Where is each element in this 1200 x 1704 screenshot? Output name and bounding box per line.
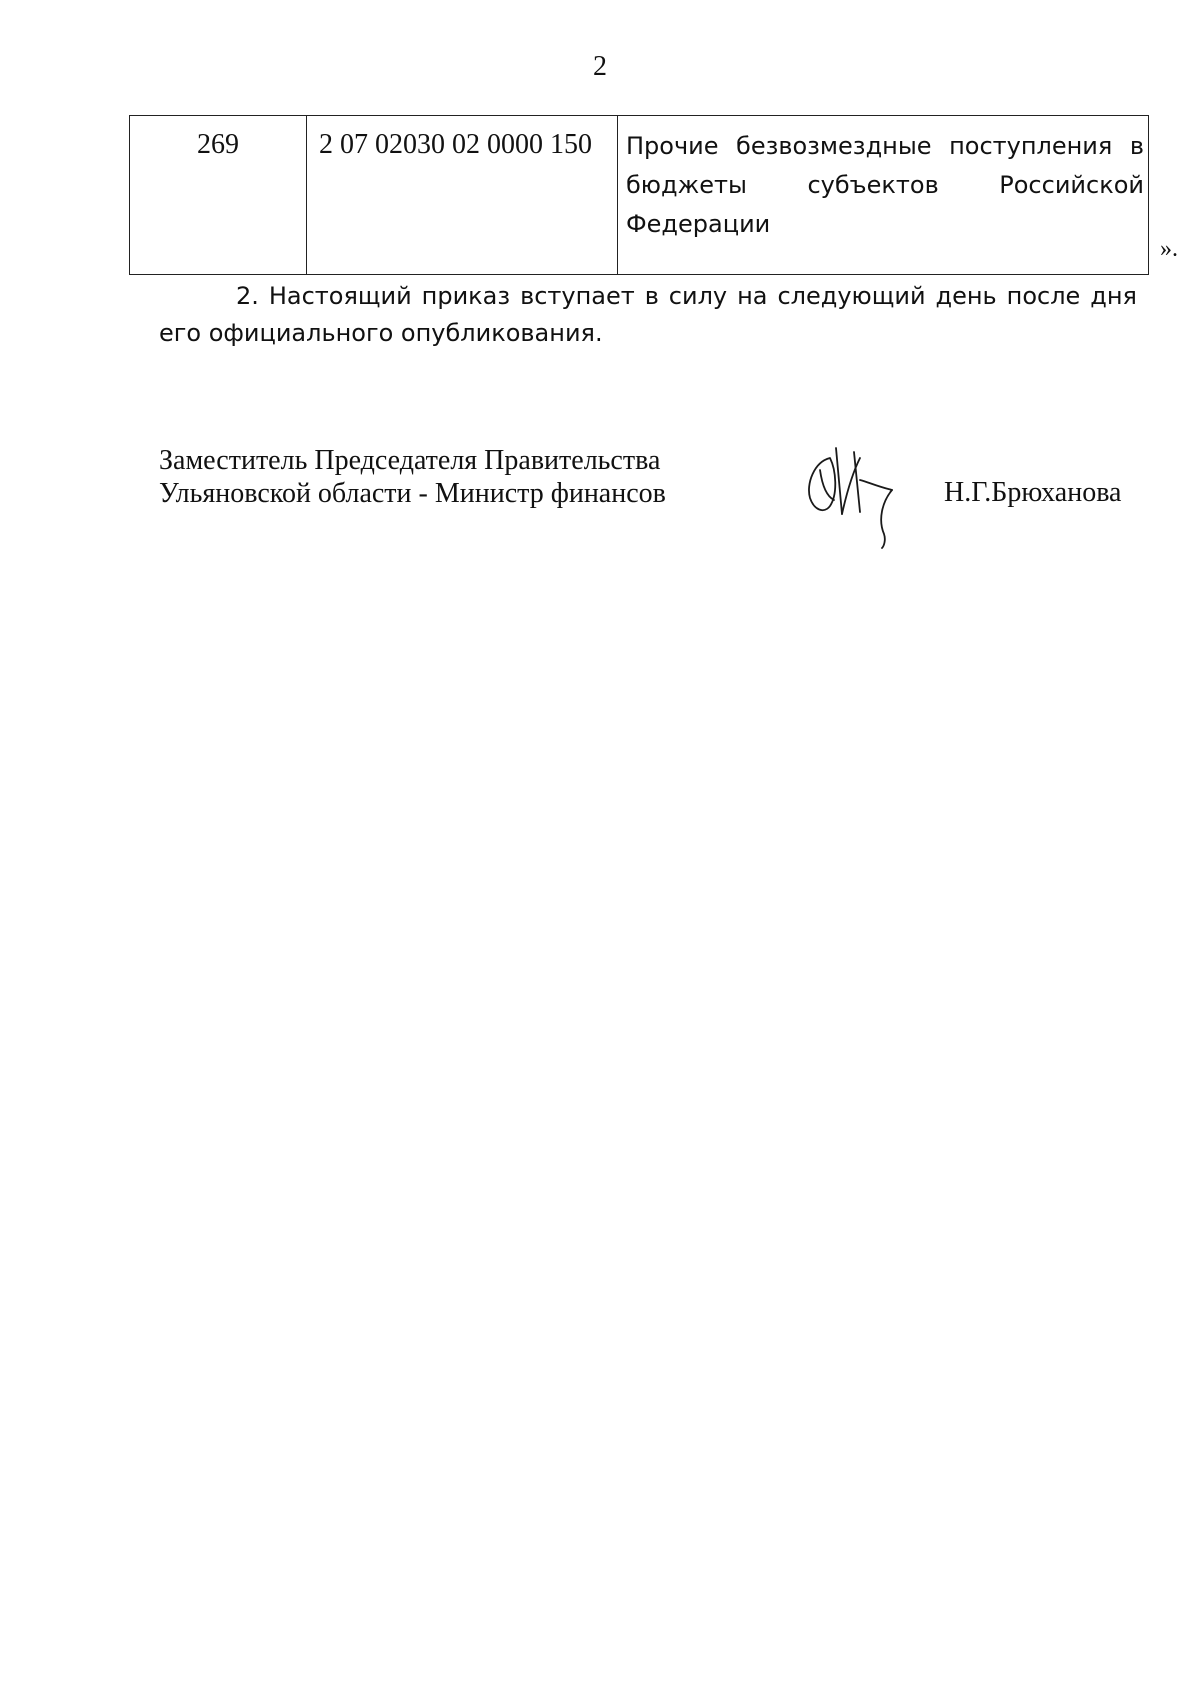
admin-code-cell: 269 <box>130 116 307 275</box>
budget-code-cell: 2 07 02030 02 0000 150 <box>307 116 618 275</box>
page-number: 2 <box>593 51 607 82</box>
closing-quote-mark: ». <box>1160 236 1178 262</box>
effective-date-paragraph: 2. Настоящий приказ вступает в силу на следующий день после дня его официального опубликования. <box>159 282 1137 347</box>
revenue-name-cell: Прочие безвозмездные поступления в бюджеты субъектов Российской Федерации <box>618 116 1149 275</box>
handwritten-signature <box>800 440 920 550</box>
signer-position-line-1: Заместитель Председателя Правительства <box>159 445 661 476</box>
revenue-codes-table <box>129 115 1149 275</box>
signer-position-line-2: Ульяновской области - Министр финансов <box>159 478 666 509</box>
signer-position <box>159 444 666 510</box>
signer-name: Н.Г.Брюханова <box>944 477 1122 508</box>
table-row <box>130 116 1149 275</box>
